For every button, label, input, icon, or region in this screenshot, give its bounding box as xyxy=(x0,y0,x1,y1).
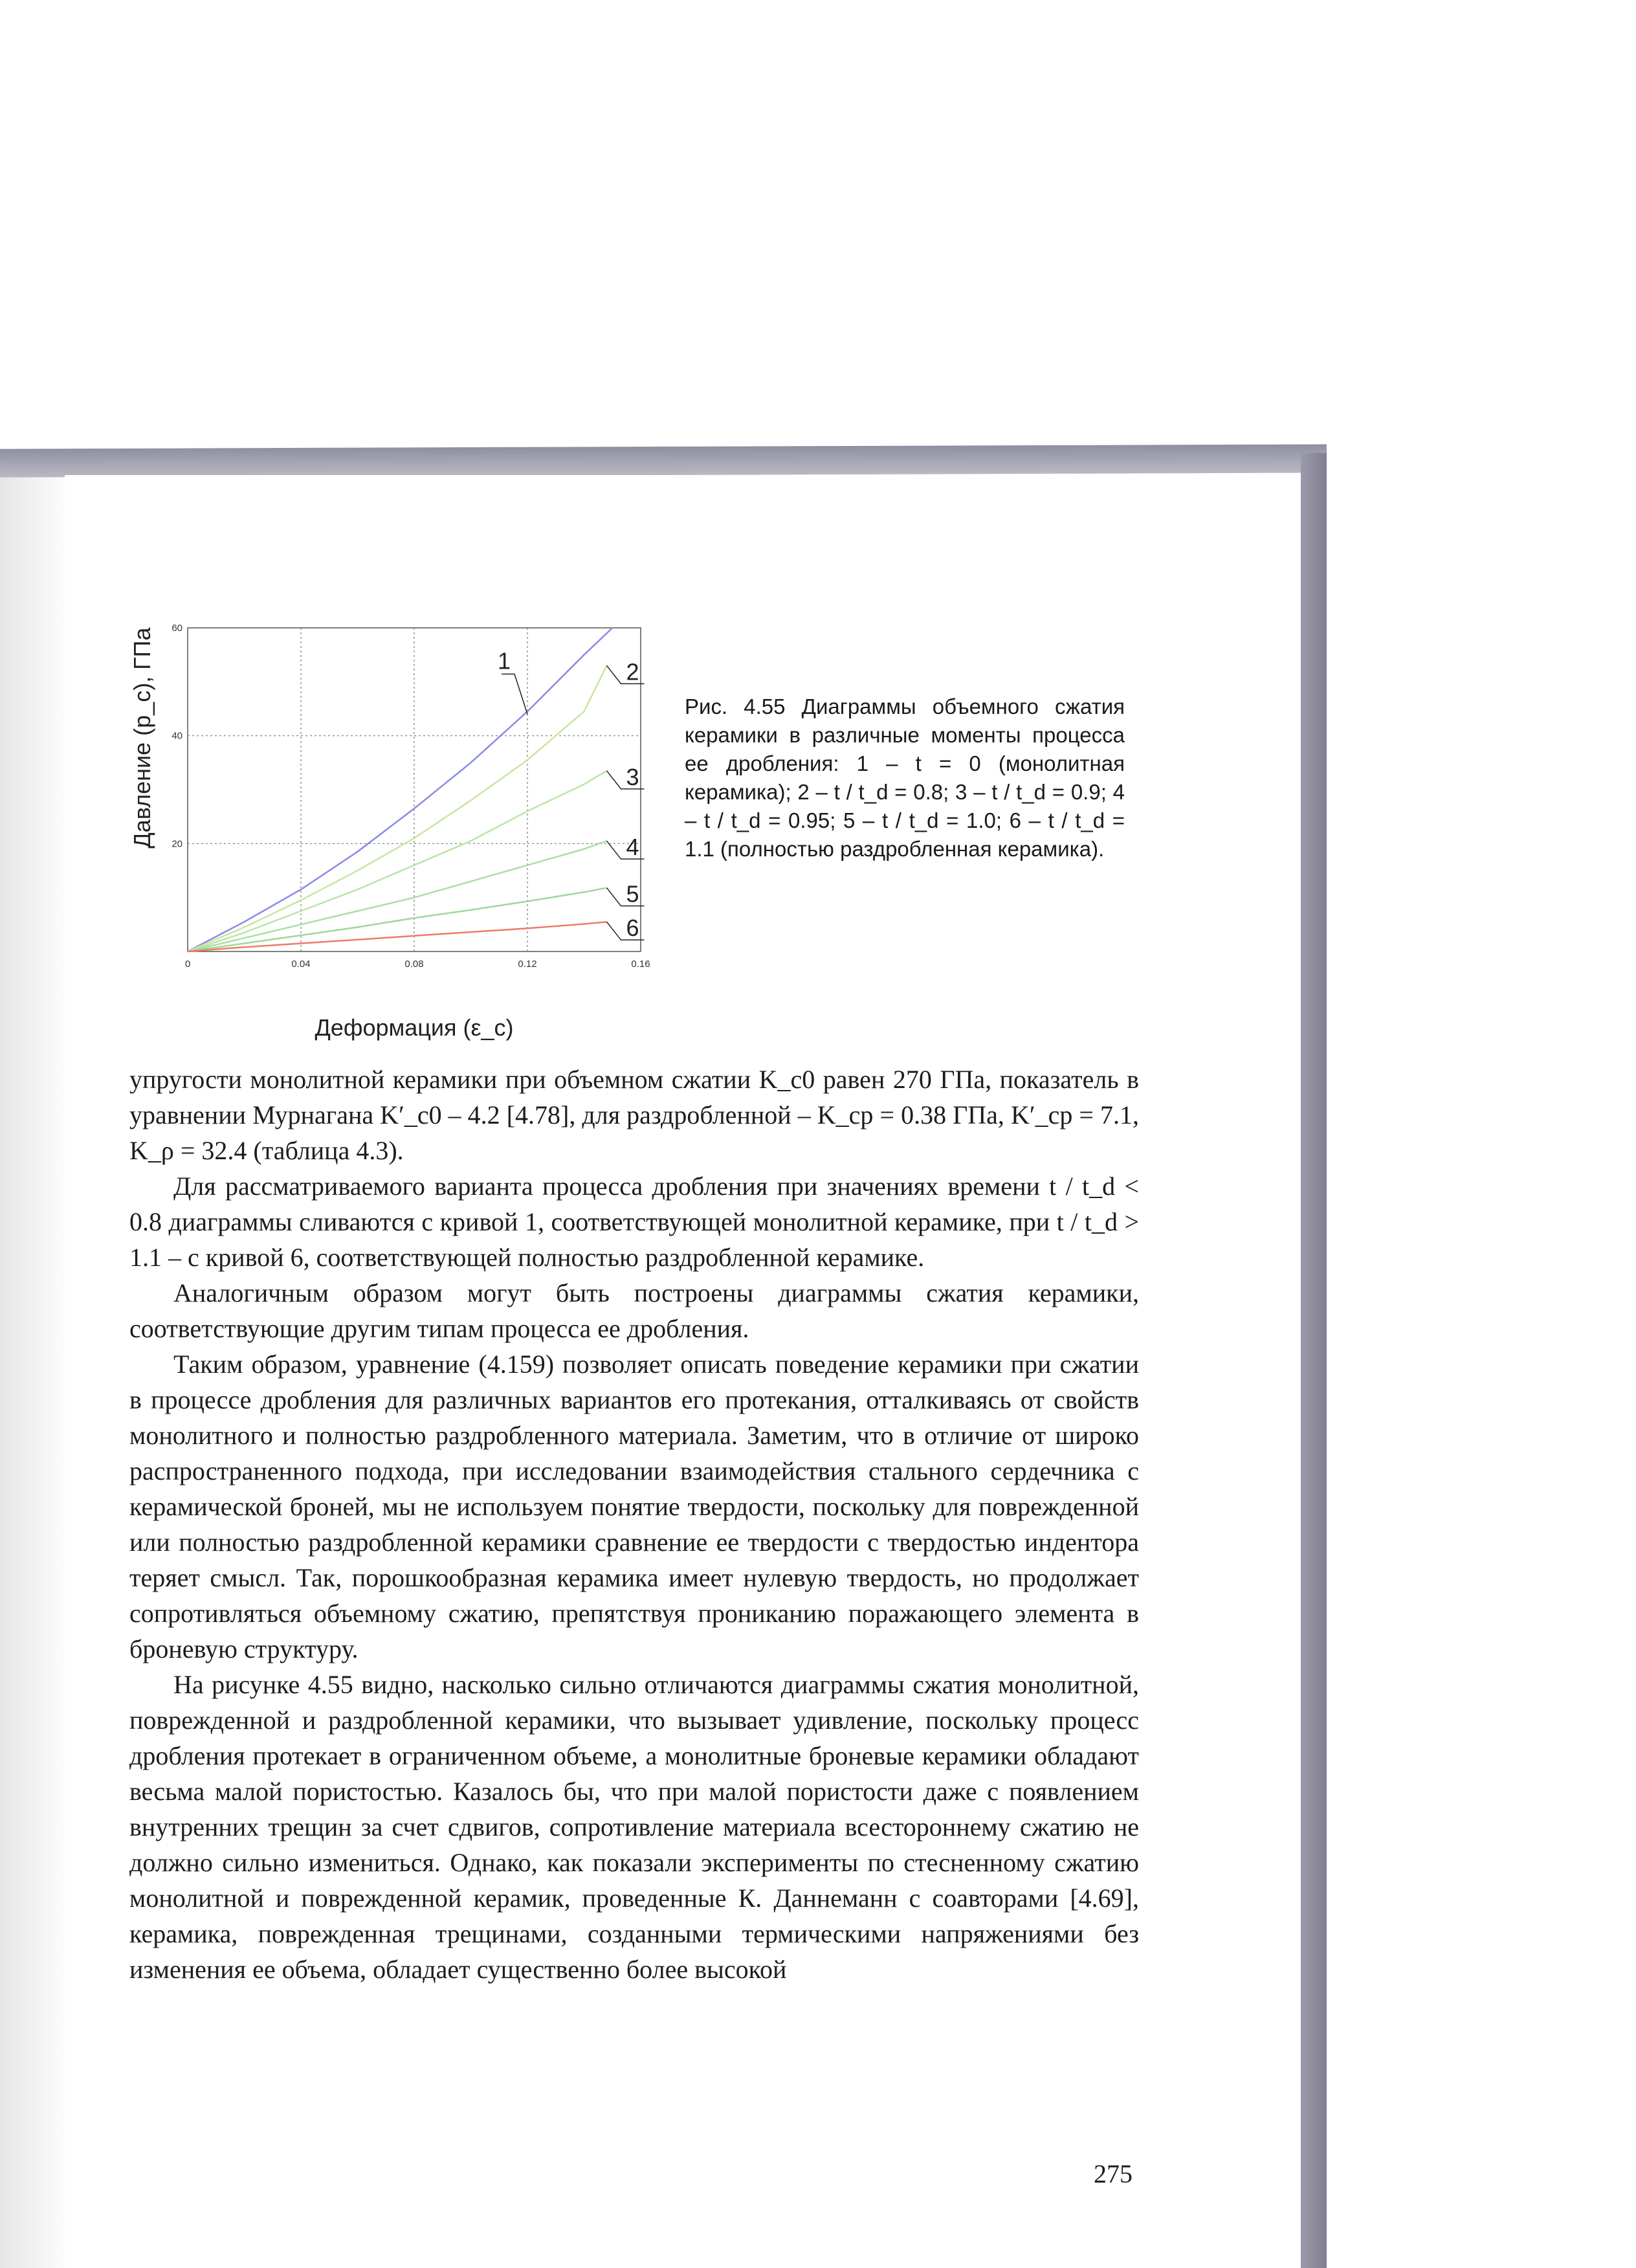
curve-label-4: 4 xyxy=(626,834,639,861)
curve-label-2: 2 xyxy=(626,658,639,685)
page-edge-right xyxy=(1301,453,1327,2268)
curve-label-1: 1 xyxy=(497,647,511,674)
page-edge-top xyxy=(0,444,1327,477)
y-tick-label: 40 xyxy=(171,730,182,742)
x-tick-label: 0.16 xyxy=(631,959,650,970)
series-line-2 xyxy=(188,665,607,951)
x-tick-label: 0.12 xyxy=(518,959,537,970)
series-line-1 xyxy=(188,628,612,951)
compression-diagram-chart xyxy=(123,608,680,1049)
x-axis-label: Деформация (ε_c) xyxy=(315,1014,514,1041)
curve-label-3: 3 xyxy=(626,763,639,790)
series-line-4 xyxy=(188,841,607,951)
leader-line xyxy=(502,674,527,714)
paragraph: Для рассматриваемого варианта процесса дробления при значениях времени t / t_d < 0.8 диаграммы сливаются с кривой 1, соответствующей монолитной керамике, при t / t_d > 1.1 – с кривой 6, соответствующей полностью раздробленной керамике. xyxy=(129,1172,1139,1272)
y-tick-label: 20 xyxy=(171,838,182,850)
series-line-5 xyxy=(188,888,607,951)
paragraph: Аналогичным образом могут быть построены диаграммы сжатия керамики, соответствующие другим типам процесса ее дробления. xyxy=(129,1278,1139,1343)
x-tick-label: 0 xyxy=(184,959,191,970)
x-tick-label: 0.04 xyxy=(291,959,311,970)
curve-label-5: 5 xyxy=(626,880,639,907)
body-text xyxy=(129,1062,1139,1987)
paragraph: упругости монолитной керамики при объемном сжатии K_c0 равен 270 ГПа, показатель в уравнении Мурнагана K′_c0 – 4.2 [4.78], для раздробленной – K_cp = 0.38 ГПа, K′_cp = 7.1, K_ρ = 32.4 (таблица 4.3). xyxy=(129,1065,1139,1165)
y-tick-label: 60 xyxy=(171,623,182,634)
x-tick-label: 0.08 xyxy=(404,959,424,970)
figure-caption: Рис. 4.55 Диаграммы объемного сжатия керамики в различные моменты процесса ее дробления: 1 – t = 0 (монолитная керамика); 2 – t / t_d = 0.8; 3 – t / t_d = 0.9; 4 – t / t_d = 0.95; 5 – t / t_d = 1.0; 6 – t / t_d = 1.1 (полностью раздробленная керамика). xyxy=(685,695,1125,861)
y-axis-label: Давление (p_c), ГПа xyxy=(129,627,155,849)
page-number: 275 xyxy=(1094,2159,1133,2188)
chart-ticks xyxy=(171,623,650,970)
curve-label-6: 6 xyxy=(626,915,639,942)
curve-labels xyxy=(498,647,645,941)
chart-series xyxy=(188,628,612,951)
paragraph: На рисунке 4.55 видно, насколько сильно отличаются диаграммы сжатия монолитной, поврежденной и раздробленной керамики, что вызывает удивление, поскольку процесс дробления протекает в ограниченном объеме, а монолитные броневые керамики обладают весьма малой пористостью. Казалось бы, что при малой пористости даже с появлением внутренних трещин за счет сдвигов, сопротивление материала всестороннему сжатию не должно сильно измениться. Однако, как показали эксперименты по стесненному сжатию монолитной и поврежденной керамик, проведенные К. Даннеманн с соавторами [4.69], керамика, поврежденная трещинами, созданными термическими напряжениями без изменения ее объема, обладает существенно более высокой xyxy=(129,1670,1139,1984)
paragraph: Таким образом, уравнение (4.159) позволяет описать поведение керамики при сжатии в процессе дробления для различных вариантов его протекания, отталкиваясь от свойств монолитного и полностью раздробленного материала. Заметим, что в отличие от широко распространенного подхода, при исследовании взаимодействия стального сердечника с керамической броней, мы не используем понятие твердости, поскольку для поврежденной или полностью раздробленной керамики сравнение ее твердости с твердостью индентора теряет смысл. Так, порошкообразная керамика имеет нулевую твердость, но продолжает сопротивляться объемному сжатию, препятствуя прониканию поражающего элемента в броневую структуру. xyxy=(129,1350,1139,1663)
